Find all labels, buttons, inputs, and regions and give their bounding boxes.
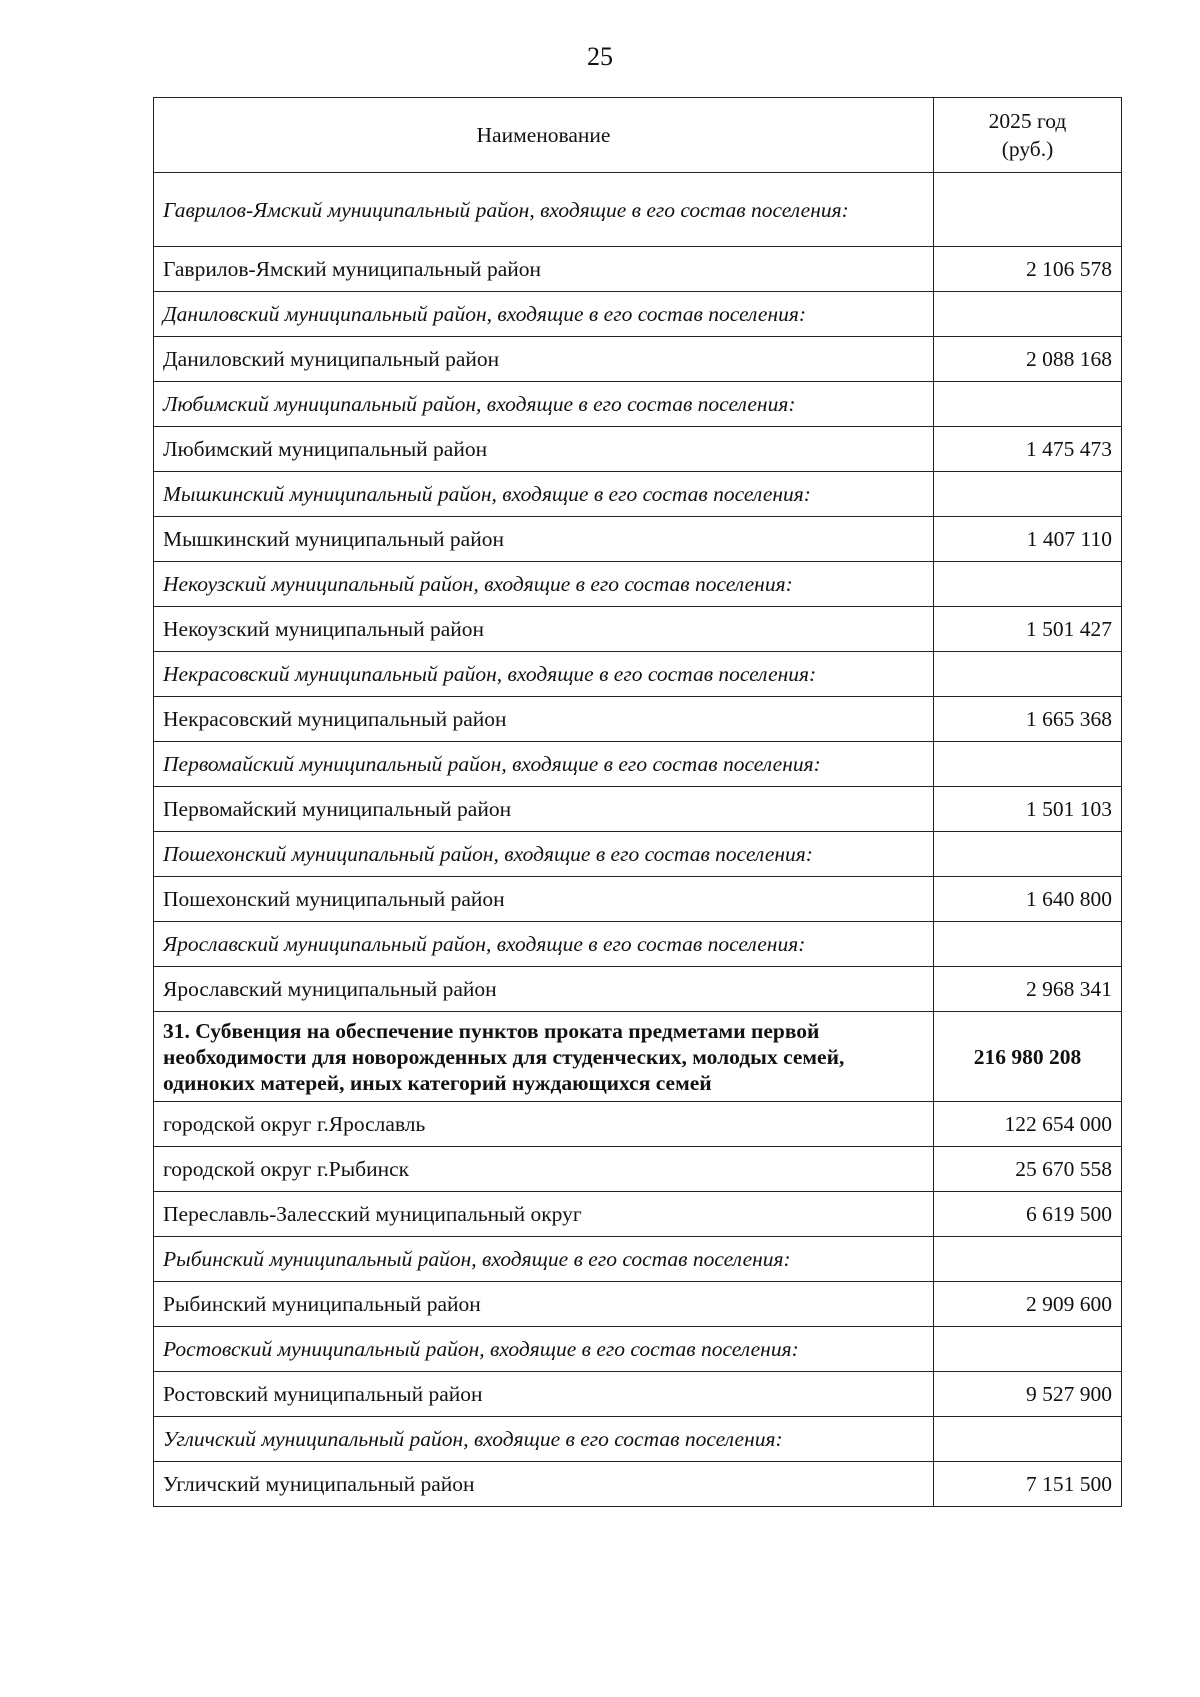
row-value (934, 292, 1122, 337)
row-value: 216 980 208 (934, 1012, 1122, 1102)
row-value (934, 742, 1122, 787)
row-value: 122 654 000 (934, 1102, 1122, 1147)
row-name: Ярославский муниципальный район (154, 967, 934, 1012)
row-value: 1 665 368 (934, 697, 1122, 742)
table-row (154, 247, 1122, 292)
row-name: Рыбинский муниципальный район (154, 1282, 934, 1327)
row-name: Некоузский муниципальный район (154, 607, 934, 652)
table-row (154, 1102, 1122, 1147)
header-value-unit: (руб.) (1001, 137, 1054, 161)
row-value: 1 501 103 (934, 787, 1122, 832)
row-name: Некрасовский муниципальный район (154, 697, 934, 742)
row-value (934, 382, 1122, 427)
table-row (154, 697, 1122, 742)
row-name: Пошехонский муниципальный район (154, 877, 934, 922)
row-name: Мышкинский муниципальный район (154, 517, 934, 562)
row-name: Даниловский муниципальный район, входящие в его состав поселения: (154, 292, 934, 337)
table-header-row (154, 98, 1122, 173)
row-name: Любимский муниципальный район (154, 427, 934, 472)
table-row (154, 1327, 1122, 1372)
table-row (154, 562, 1122, 607)
table-row (154, 967, 1122, 1012)
row-value: 9 527 900 (934, 1372, 1122, 1417)
header-value (934, 98, 1122, 173)
table-row (154, 517, 1122, 562)
row-name: Даниловский муниципальный район (154, 337, 934, 382)
row-name: Рыбинский муниципальный район, входящие в его состав поселения: (154, 1237, 934, 1282)
row-name: Угличский муниципальный район, входящие в его состав поселения: (154, 1417, 934, 1462)
table-row (154, 1012, 1122, 1102)
row-name: 31. Субвенция на обеспечение пунктов проката предметами первой необходимости для новорожденных для студенческих, молодых семей, одиноких матерей, иных категорий нуждающихся семей (154, 1012, 934, 1102)
row-value: 2 968 341 (934, 967, 1122, 1012)
table-row (154, 173, 1122, 247)
row-value (934, 173, 1122, 247)
table-row (154, 877, 1122, 922)
row-value (934, 472, 1122, 517)
row-name: Угличский муниципальный район (154, 1462, 934, 1507)
row-name: Гаврилов-Ямский муниципальный район (154, 247, 934, 292)
table-row (154, 427, 1122, 472)
row-name: Первомайский муниципальный район, входящие в его состав поселения: (154, 742, 934, 787)
row-value: 2 088 168 (934, 337, 1122, 382)
row-value: 2 106 578 (934, 247, 1122, 292)
header-name: Наименование (154, 98, 934, 173)
row-value (934, 832, 1122, 877)
table-row (154, 922, 1122, 967)
table-row (154, 1372, 1122, 1417)
table-row (154, 1417, 1122, 1462)
row-name: Переславль-Залесский муниципальный округ (154, 1192, 934, 1237)
row-name: городской округ г.Рыбинск (154, 1147, 934, 1192)
table-row (154, 472, 1122, 517)
row-value (934, 1237, 1122, 1282)
table-row (154, 742, 1122, 787)
row-value: 6 619 500 (934, 1192, 1122, 1237)
row-value: 7 151 500 (934, 1462, 1122, 1507)
row-name: Любимский муниципальный район, входящие в его состав поселения: (154, 382, 934, 427)
table-row (154, 787, 1122, 832)
row-name: Мышкинский муниципальный район, входящие в его состав поселения: (154, 472, 934, 517)
row-value: 1 407 110 (934, 517, 1122, 562)
table-row (154, 832, 1122, 877)
row-value: 2 909 600 (934, 1282, 1122, 1327)
row-value (934, 1417, 1122, 1462)
table-row (154, 1462, 1122, 1507)
budget-table (153, 97, 1122, 1507)
table-row (154, 1282, 1122, 1327)
table-row (154, 1192, 1122, 1237)
table-row (154, 652, 1122, 697)
row-name: Ярославский муниципальный район, входящие в его состав поселения: (154, 922, 934, 967)
row-value: 1 501 427 (934, 607, 1122, 652)
row-value: 1 475 473 (934, 427, 1122, 472)
row-value (934, 652, 1122, 697)
row-name: Первомайский муниципальный район (154, 787, 934, 832)
table-row (154, 292, 1122, 337)
row-value (934, 922, 1122, 967)
row-name: городской округ г.Ярославль (154, 1102, 934, 1147)
table-row (154, 607, 1122, 652)
table-row (154, 1237, 1122, 1282)
row-name: Ростовский муниципальный район (154, 1372, 934, 1417)
table-body (154, 173, 1122, 1507)
row-value (934, 562, 1122, 607)
header-value-year: 2025 год (988, 109, 1067, 133)
table-row (154, 1147, 1122, 1192)
row-name: Некрасовский муниципальный район, входящие в его состав поселения: (154, 652, 934, 697)
row-name: Некоузский муниципальный район, входящие в его состав поселения: (154, 562, 934, 607)
row-name: Гаврилов-Ямский муниципальный район, входящие в его состав поселения: (154, 173, 934, 247)
table-row (154, 382, 1122, 427)
row-name: Пошехонский муниципальный район, входящие в его состав поселения: (154, 832, 934, 877)
table-row (154, 337, 1122, 382)
page-number: 25 (587, 42, 613, 71)
row-value: 1 640 800 (934, 877, 1122, 922)
row-value: 25 670 558 (934, 1147, 1122, 1192)
row-value (934, 1327, 1122, 1372)
row-name: Ростовский муниципальный район, входящие в его состав поселения: (154, 1327, 934, 1372)
